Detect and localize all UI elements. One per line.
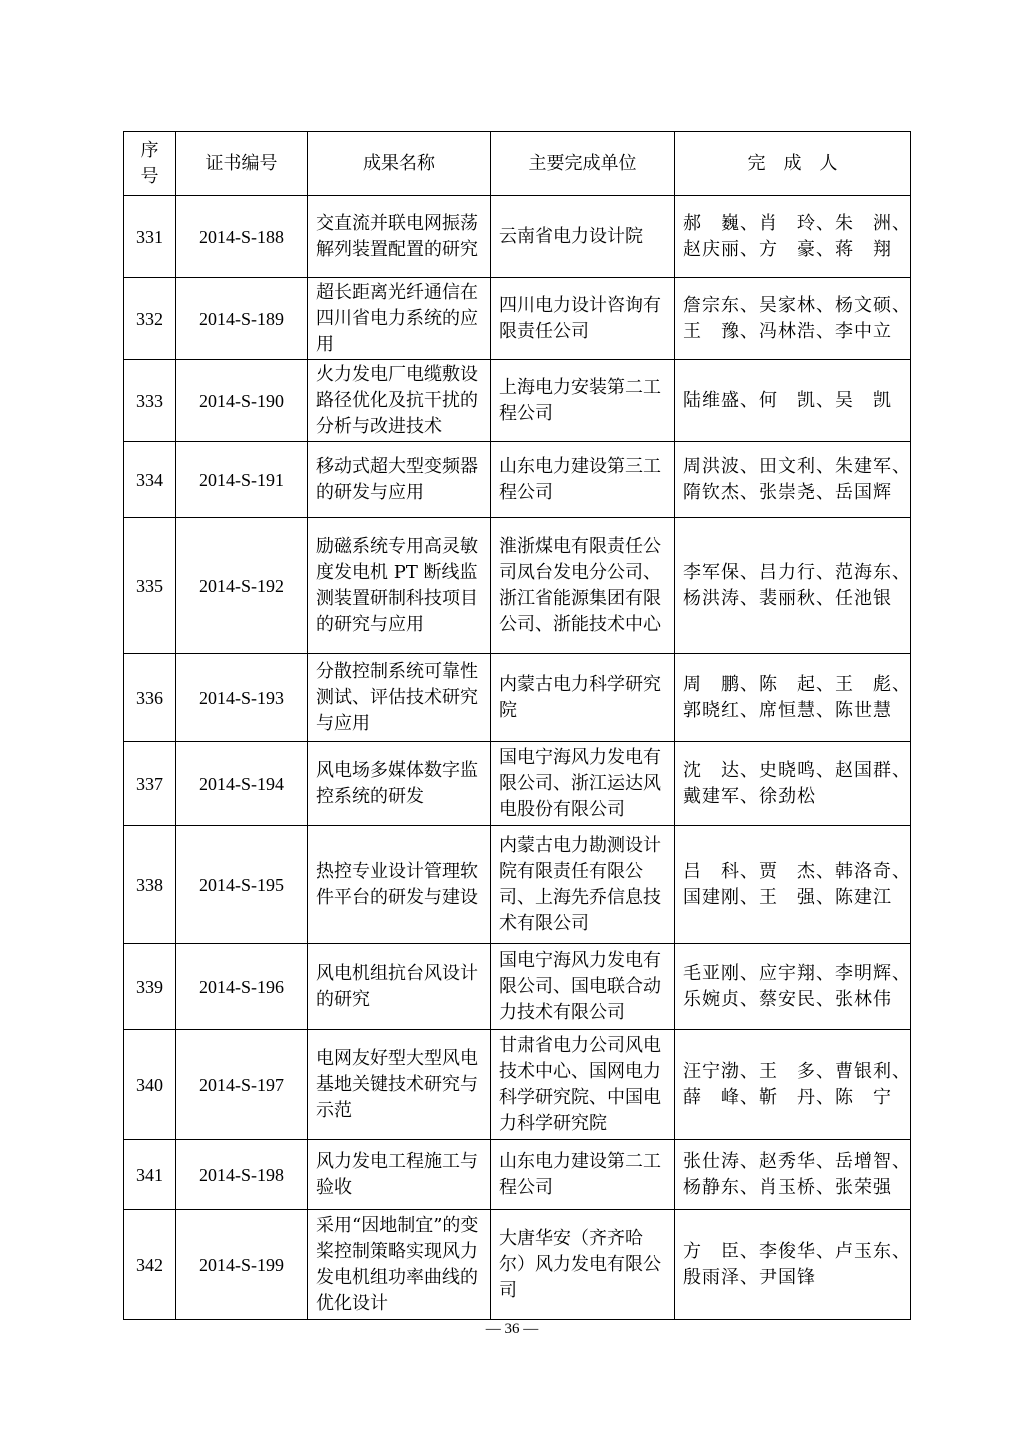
- people-line: 方 臣、李俊华、卢玉东、: [683, 1240, 911, 1262]
- cell-name: 火力发电厂电缆敷设路径优化及抗干扰的分析与改进技术: [308, 360, 491, 442]
- cell-unit: 上海电力安装第二工程公司: [491, 360, 675, 442]
- people-line: 国建刚、王 强、陈建江: [683, 886, 892, 908]
- cell-seq: 339: [124, 944, 176, 1030]
- people-line: 陆维盛、何 凯、吴 凯: [683, 389, 892, 411]
- cell-unit: 四川电力设计咨询有限责任公司: [491, 278, 675, 360]
- cell-cert: 2014-S-189: [176, 278, 308, 360]
- people-line: 郝 巍、肖 玲、朱 洲、: [683, 212, 911, 234]
- cell-name: 超长距离光纤通信在四川省电力系统的应用: [308, 278, 491, 360]
- cell-cert: 2014-S-190: [176, 360, 308, 442]
- table-row: [124, 1030, 911, 1140]
- cell-name: 风电机组抗台风设计的研究: [308, 944, 491, 1030]
- cell-seq: 331: [124, 196, 176, 278]
- header-people: 完 成 人: [675, 132, 911, 196]
- people-line: 杨洪涛、裴丽秋、任池银: [683, 587, 892, 609]
- cell-cert: 2014-S-191: [176, 442, 308, 518]
- header-seq: [124, 132, 176, 196]
- people-line: 乐婉贞、蔡安民、张林伟: [683, 988, 892, 1010]
- cell-people: [675, 278, 911, 360]
- cell-name: 分散控制系统可靠性测试、评估技术研究与应用: [308, 654, 491, 742]
- people-line: 周洪波、田文利、朱建军、: [683, 455, 911, 477]
- cell-name: 励磁系统专用高灵敏度发电机 PT 断线监测装置研制科技项目的研究与应用: [308, 518, 491, 654]
- table-row: [124, 360, 911, 442]
- header-seq-line1: 序: [140, 139, 159, 161]
- cell-name: 电网友好型大型风电基地关键技术研究与示范: [308, 1030, 491, 1140]
- cell-people: [675, 944, 911, 1030]
- cell-name: 采用“因地制宜”的变桨控制策略实现风力发电机组功率曲线的优化设计: [308, 1210, 491, 1320]
- people-line: 汪宁渤、王 多、曹银利、: [683, 1060, 911, 1082]
- cell-people: [675, 654, 911, 742]
- page-number: — 36 —: [485, 1321, 539, 1337]
- people-line: 隋钦杰、张崇尧、岳国辉: [683, 481, 892, 503]
- header-name: 成果名称: [308, 132, 491, 196]
- cell-name: 移动式超大型变频器的研发与应用: [308, 442, 491, 518]
- table-row: [124, 742, 911, 826]
- cell-name: 风力发电工程施工与验收: [308, 1140, 491, 1210]
- cell-cert: 2014-S-196: [176, 944, 308, 1030]
- people-line: 詹宗东、吴家林、杨文硕、: [683, 294, 911, 316]
- table-row: [124, 1140, 911, 1210]
- table-row: [124, 196, 911, 278]
- cell-seq: 332: [124, 278, 176, 360]
- cell-cert: 2014-S-197: [176, 1030, 308, 1140]
- cell-unit: 山东电力建设第三工程公司: [491, 442, 675, 518]
- people-line: 殷雨泽、尹国锋: [683, 1266, 816, 1288]
- cell-unit: 甘肃省电力公司风电技术中心、国网电力科学研究院、中国电力科学研究院: [491, 1030, 675, 1140]
- people-line: 王 豫、冯林浩、李中立: [683, 320, 892, 342]
- people-line: 李军保、吕力行、范海东、: [683, 561, 911, 583]
- cell-people: [675, 1140, 911, 1210]
- table-row: [124, 826, 911, 944]
- cell-seq: 342: [124, 1210, 176, 1320]
- cell-cert: 2014-S-195: [176, 826, 308, 944]
- table-row: [124, 518, 911, 654]
- people-line: 杨静东、肖玉桥、张荣强: [683, 1176, 892, 1198]
- cell-unit: 云南省电力设计院: [491, 196, 675, 278]
- cell-people: [675, 518, 911, 654]
- table-row: [124, 654, 911, 742]
- cell-seq: 340: [124, 1030, 176, 1140]
- header-cert-no: 证书编号: [176, 132, 308, 196]
- cell-unit: 国电宁海风力发电有限公司、浙江运达风电股份有限公司: [491, 742, 675, 826]
- cell-seq: 337: [124, 742, 176, 826]
- cell-people: [675, 360, 911, 442]
- table-header-row: [124, 132, 911, 196]
- cell-cert: 2014-S-188: [176, 196, 308, 278]
- cell-unit: 山东电力建设第二工程公司: [491, 1140, 675, 1210]
- cell-people: [675, 1210, 911, 1320]
- people-line: 周 鹏、陈 起、王 彪、: [683, 673, 911, 695]
- cell-unit: 大唐华安（齐齐哈尔）风力发电有限公司: [491, 1210, 675, 1320]
- cell-seq: 341: [124, 1140, 176, 1210]
- cell-unit: 国电宁海风力发电有限公司、国电联合动力技术有限公司: [491, 944, 675, 1030]
- cell-people: [675, 826, 911, 944]
- table-row: [124, 442, 911, 518]
- people-line: 郭晓红、席恒慧、陈世慧: [683, 699, 892, 721]
- cell-cert: 2014-S-193: [176, 654, 308, 742]
- cell-unit: 内蒙古电力勘测设计院有限责任有限公司、上海先乔信息技术有限公司: [491, 826, 675, 944]
- cell-seq: 335: [124, 518, 176, 654]
- cell-unit: 淮浙煤电有限责任公司凤台发电分公司、浙江省能源集团有限公司、浙能技术中心: [491, 518, 675, 654]
- people-line: 吕 科、贾 杰、韩洛奇、: [683, 860, 911, 882]
- cell-cert: 2014-S-192: [176, 518, 308, 654]
- cell-seq: 333: [124, 360, 176, 442]
- header-seq-line2: 号: [140, 165, 159, 187]
- cell-cert: 2014-S-198: [176, 1140, 308, 1210]
- people-line: 毛亚刚、应宇翔、李明辉、: [683, 962, 911, 984]
- cell-seq: 338: [124, 826, 176, 944]
- table-row: [124, 944, 911, 1030]
- cell-people: [675, 196, 911, 278]
- cell-unit: 内蒙古电力科学研究院: [491, 654, 675, 742]
- people-line: 戴建军、徐劲松: [683, 785, 816, 807]
- cell-name: 交直流并联电网振荡解列装置配置的研究: [308, 196, 491, 278]
- cell-seq: 334: [124, 442, 176, 518]
- cell-people: [675, 1030, 911, 1140]
- cell-people: [675, 742, 911, 826]
- cell-name: 风电场多媒体数字监控系统的研发: [308, 742, 491, 826]
- people-line: 张仕涛、赵秀华、岳增智、: [683, 1150, 911, 1172]
- cell-cert: 2014-S-194: [176, 742, 308, 826]
- cell-cert: 2014-S-199: [176, 1210, 308, 1320]
- table-body: [124, 196, 911, 1320]
- awards-table: [123, 131, 911, 1320]
- people-line: 沈 达、史晓鸣、赵国群、: [683, 759, 911, 781]
- table-row: [124, 278, 911, 360]
- header-unit: 主要完成单位: [491, 132, 675, 196]
- cell-people: [675, 442, 911, 518]
- people-line: 薛 峰、靳 丹、陈 宁: [683, 1086, 892, 1108]
- people-line: 赵庆丽、方 豪、蒋 翔: [683, 238, 892, 260]
- cell-seq: 336: [124, 654, 176, 742]
- cell-name: 热控专业设计管理软件平台的研发与建设: [308, 826, 491, 944]
- table-row: [124, 1210, 911, 1320]
